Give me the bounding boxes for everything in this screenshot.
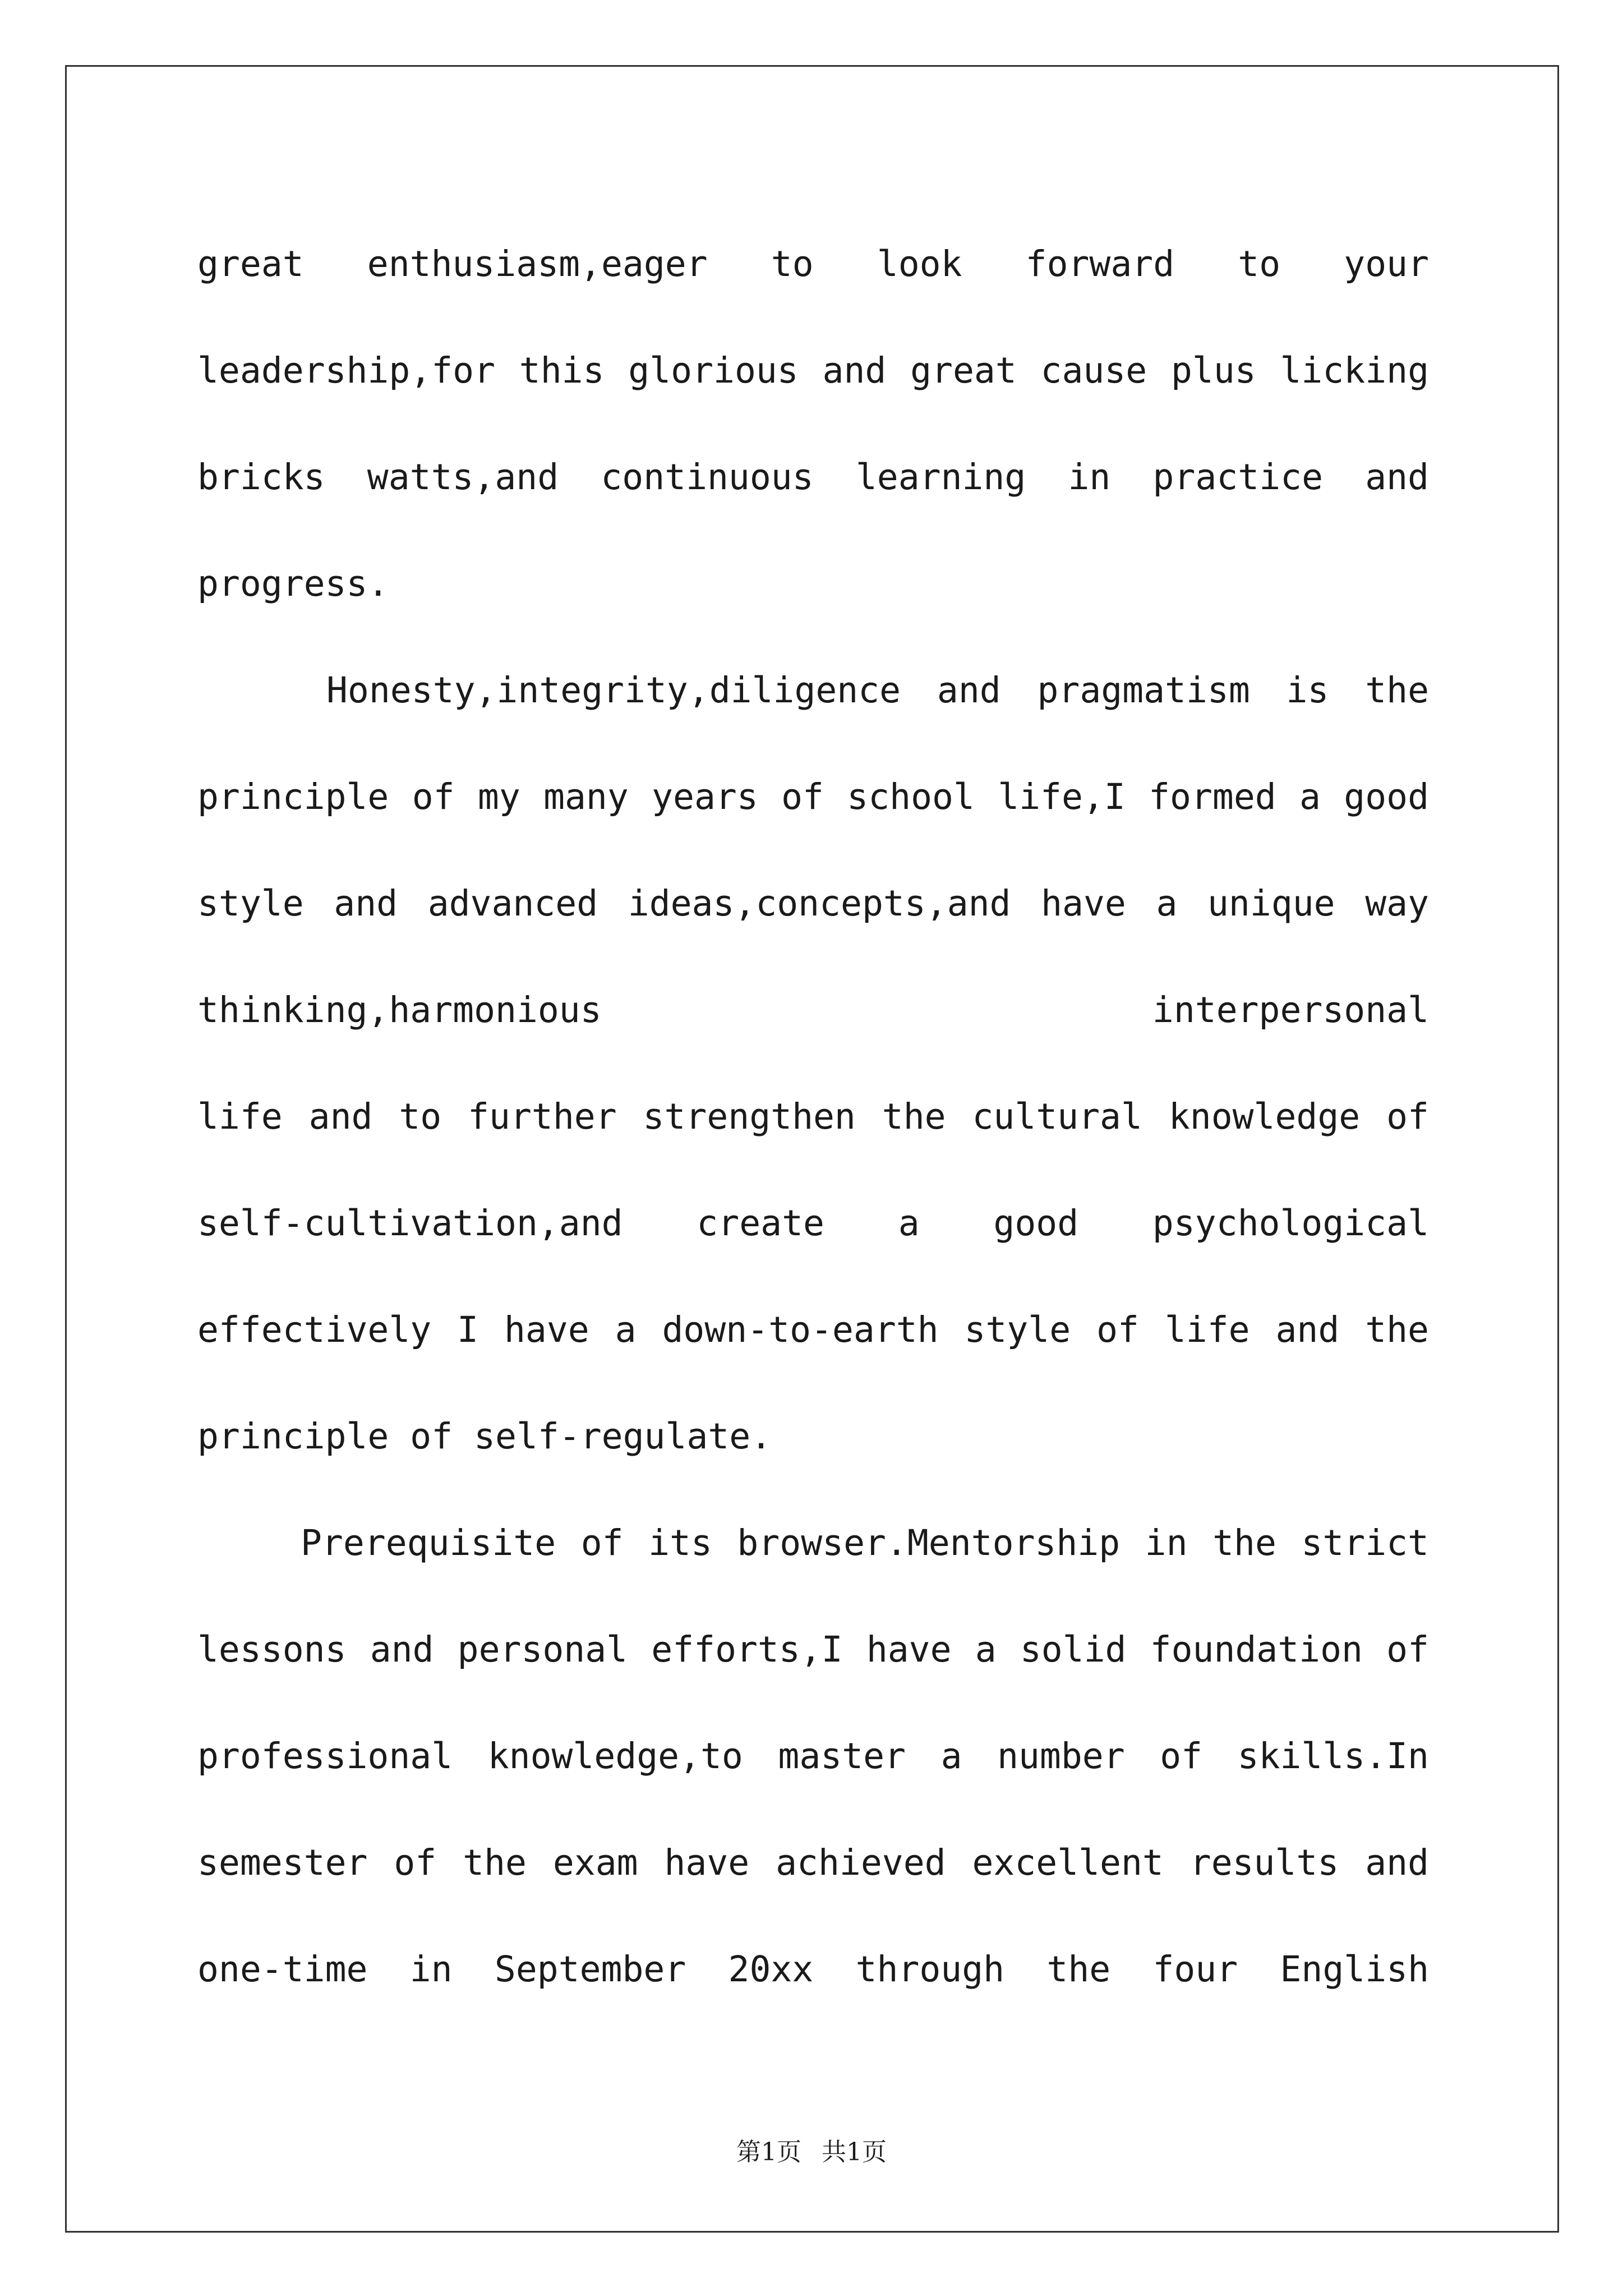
text-line: principle of self-regulate. [197,1416,772,1457]
text-line: bricks watts,and continuous learning in practice and [197,457,1429,498]
text-line: self-cultivation,and create a good psychological [197,1203,1429,1244]
text-line: Honesty,integrity,diligence and pragmatism is the [326,670,1429,711]
text-line: life and to further strengthen the cultural knowledge of [197,1096,1429,1137]
text-line: style and advanced ideas,concepts,and have a unique way [197,883,1429,924]
paragraph [197,637,1429,1490]
page-number-total: 共1页 [822,2138,887,2166]
paragraph [197,1490,1429,2023]
text-line: great enthusiasm,eager to look forward to your [197,243,1429,284]
page-footer [0,2132,1623,2168]
text-line: leadership,for this glorious and great cause plus licking [197,350,1429,391]
page-number-current: 第1页 [736,2138,801,2166]
document-body [197,211,1429,2023]
text-line: effectively I have a down-to-earth style of life and the [197,1309,1429,1350]
text-line: professional knowledge,to master a number of skills.In [197,1736,1429,1777]
text-line: thinking,harmonious interpersonal [197,990,1429,1030]
text-line: semester of the exam have achieved excellent results and [197,1842,1429,1883]
text-line: progress. [197,563,389,604]
text-line: Prerequisite of its browser.Mentorship in the strict [301,1522,1429,1563]
paragraph [197,211,1429,637]
text-line: lessons and personal efforts,I have a solid foundation of [197,1629,1429,1670]
text-line: one-time in September 20xx through the four English [197,1949,1429,1990]
text-line: principle of my many years of school life,I formed a good [197,776,1429,817]
